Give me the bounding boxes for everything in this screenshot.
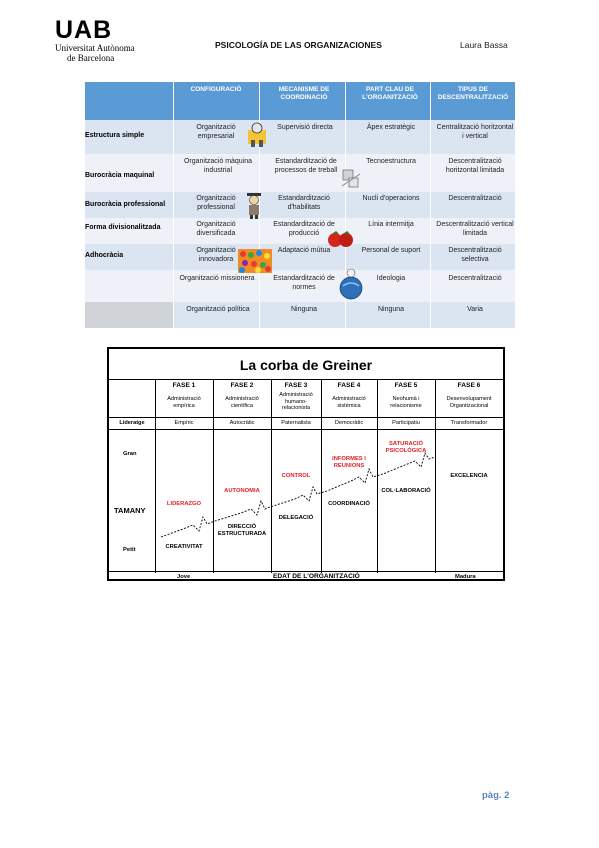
table-cell: Organització professional	[196, 195, 236, 211]
row-label: Burocràcia maquinal	[85, 172, 155, 179]
phase-label: FASE 5	[394, 382, 418, 389]
leadership-style: Democràtic	[334, 420, 364, 426]
column-divider	[430, 82, 431, 328]
row-label: Forma divisionalitzada	[85, 224, 161, 231]
table-cell: Descentralització	[448, 195, 502, 202]
y-axis-label: TAMANY	[114, 506, 146, 515]
table-cell: Centralització horitzontal i vertical	[436, 124, 514, 140]
clipart-professor-icon	[244, 192, 264, 220]
table-cell: Organització innovadora	[196, 247, 236, 263]
table-cell: Descentralització horitzontal limitada	[445, 158, 505, 174]
page-number: pàg. 2	[482, 790, 510, 801]
table-cell: Ninguna	[290, 306, 318, 313]
growth-stage-label: COL·LABORACIÓ	[381, 488, 431, 494]
clipart-globe-figure-icon	[338, 268, 364, 302]
clipart-worker-icon	[246, 122, 268, 148]
crisis-label: AUTONOMIA	[224, 488, 260, 494]
table-empty-cell	[85, 302, 173, 328]
greiner-curve-figure	[107, 347, 505, 581]
management-style: Administració humano-relacionista	[279, 392, 313, 411]
clipart-robot-icon	[340, 166, 362, 190]
table-cell: Organització màquina industrial	[183, 158, 253, 174]
logo-university-line1: Universitat Autònoma	[55, 43, 135, 53]
phase-label: FASE 4	[337, 382, 361, 389]
table-cell: Estandardització de normes	[273, 275, 335, 291]
crisis-label: SATURACIÓ PSICOLÒGICA	[385, 441, 427, 454]
table-row	[85, 218, 515, 244]
management-style: Administració científica	[225, 396, 259, 409]
table-cell: Supervisió directa	[277, 124, 333, 131]
table-cell: Ideologia	[376, 275, 406, 282]
table-cell: Adaptació mútua	[277, 247, 331, 254]
crisis-label: CONTROL	[281, 473, 311, 479]
table-cell: Estandardització d'habilitats	[278, 195, 330, 211]
management-style: Desenvolupament Organitzacional	[446, 396, 492, 409]
table-row	[85, 270, 515, 302]
management-style: Neohumà i relacionisme	[390, 396, 422, 409]
table-cell: Descentralització vertical limitada	[436, 221, 514, 237]
phase-label: FASE 2	[230, 382, 254, 389]
table-cell: Tecnoestructura	[366, 158, 416, 165]
clipart-candies-icon	[238, 249, 272, 273]
y-axis-top-label: Gran	[123, 451, 137, 457]
table-cell: Personal de suport	[361, 247, 421, 254]
col-header-descentralitzacio: TIPUS DE DESCENTRALITZACIÓ	[437, 86, 509, 101]
table-cell: Estandardització de processos de treball	[274, 158, 338, 174]
table-row	[85, 192, 515, 218]
row-label: Adhocràcia	[85, 252, 124, 259]
uab-logo	[55, 18, 145, 63]
management-style: Administració sistèmica	[332, 396, 366, 409]
row-label: Burocràcia professional	[85, 201, 166, 208]
growth-stage-label: DELEGACIÓ	[278, 515, 314, 521]
table-cell: Organització diversificada	[196, 221, 236, 237]
document-author: Laura Bassa	[460, 40, 508, 50]
leadership-style: Transformador	[450, 420, 488, 426]
leadership-style: Empíric	[174, 420, 194, 426]
logo-mark: UAB	[55, 16, 113, 44]
x-axis-label: EDAT DE L'ORGANITZACIÓ	[273, 573, 360, 580]
table-cell: Varia	[467, 306, 483, 313]
table-cell: Descentralització selectiva	[448, 247, 502, 263]
x-axis-right-label: Madura	[455, 574, 476, 580]
growth-stage-label: COORDINACIÓ	[328, 501, 370, 507]
table-cell: Línia intermitja	[368, 221, 414, 228]
document-title: PSICOLOGÍA DE LAS ORGANIZACIONES	[215, 40, 382, 50]
col-header-configuracio: CONFIGURACIÓ	[190, 86, 242, 93]
x-axis-left-label: Jove	[177, 574, 191, 580]
col-header-mecanisme: MECANISME DE COORDINACIÓ	[278, 86, 330, 101]
logo-university-line2: de Barcelona	[67, 53, 115, 63]
greiner-title: La corba de Greiner	[239, 357, 373, 373]
management-style: Administració empírica	[167, 396, 201, 409]
crisis-label: INFORMES I REUNIONS	[332, 456, 366, 469]
column-divider	[173, 82, 174, 328]
growth-stage-label: CREATIVITAT	[165, 544, 203, 550]
leadership-style: Participatiu	[392, 420, 420, 426]
table-row	[85, 120, 515, 154]
table-cell: Organització empresarial	[196, 124, 236, 140]
leadership-style: Paternalista	[281, 420, 311, 426]
table-cell: Organització política	[186, 306, 250, 313]
table-cell: Ninguna	[377, 306, 405, 313]
clipart-tomatoes-icon	[326, 230, 356, 248]
row-label: Estructura simple	[85, 132, 145, 139]
leadership-style: Autocràtic	[229, 420, 255, 426]
table-cell: Àpex estratègic	[366, 124, 416, 131]
table-row	[85, 244, 515, 270]
table-header-row	[85, 82, 515, 120]
phase-label: FASE 3	[284, 382, 308, 389]
growth-stage-label: DIRECCIÓ ESTRUCTURADA	[217, 524, 267, 537]
crisis-label: LIDERAZGO	[166, 501, 202, 507]
y-axis-bottom-label: Petit	[123, 547, 136, 553]
table-cell: Organització missionera	[179, 275, 255, 282]
table-row	[85, 154, 515, 192]
table-cell: Estandardització de producció	[273, 221, 335, 237]
leadership-row-label: Lideratge	[119, 420, 145, 426]
col-header-part-clau: PART CLAU DE L'ORGANITZACIÓ	[362, 86, 418, 101]
phase-label: FASE 6	[457, 382, 481, 389]
table-cell: Nucli d'operacions	[362, 195, 420, 202]
table-cell: Descentralització	[448, 275, 502, 282]
divider-line	[109, 571, 503, 572]
divider-line	[109, 417, 503, 418]
phase-label: FASE 1	[172, 382, 196, 389]
growth-stage-label: EXCELENCIA	[450, 473, 488, 479]
divider-line	[109, 379, 503, 380]
